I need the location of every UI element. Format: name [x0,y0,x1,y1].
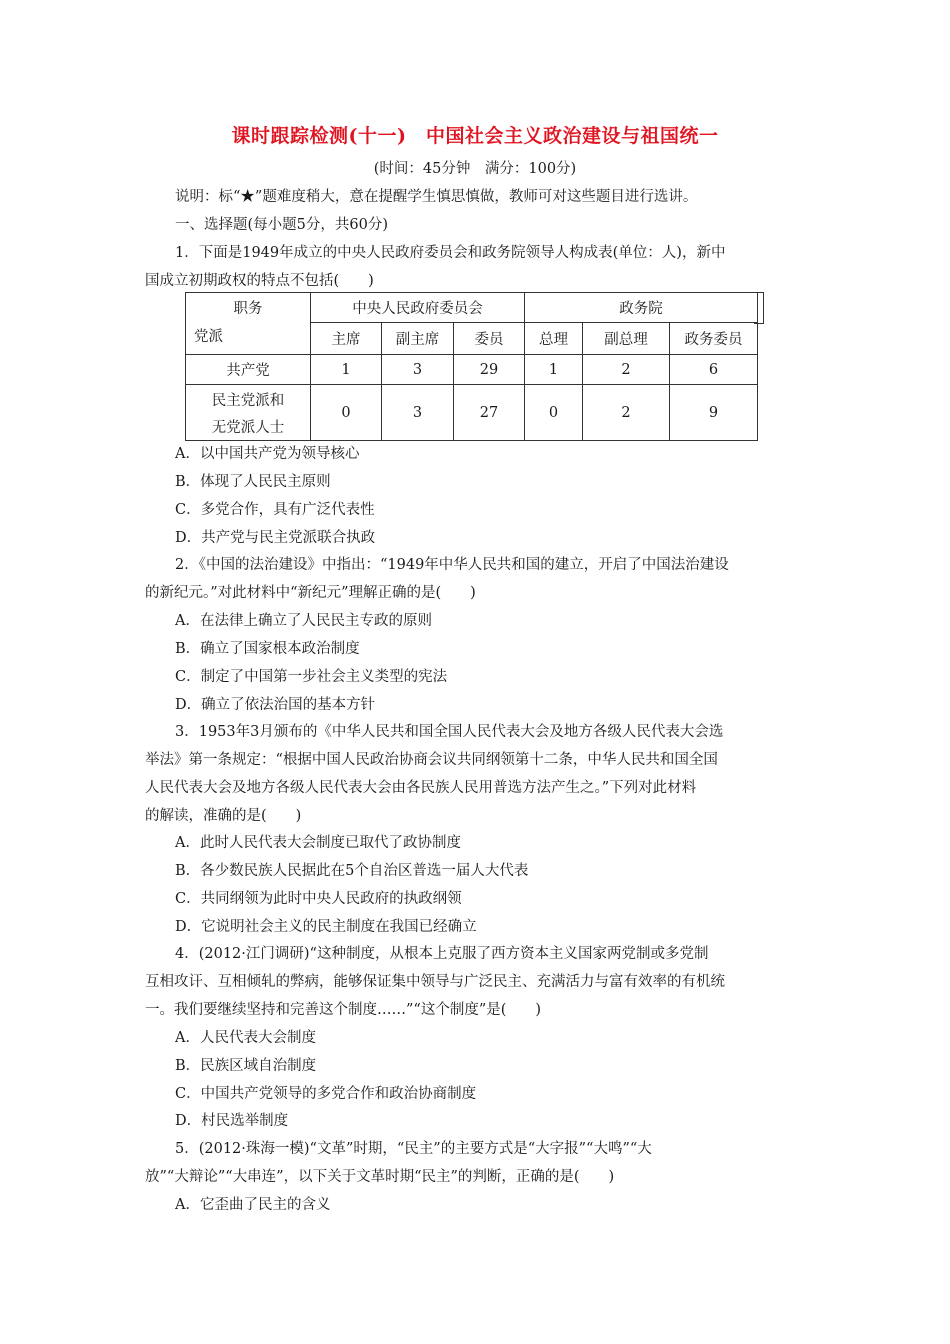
question-1-stem-cont: 国成立初期政权的特点不包括( ) [145,273,374,289]
question-1-option-b: B．体现了人民民主原则 [175,474,331,490]
question-1-option-d: D．共产党与民主党派联合执政 [175,530,376,546]
question-4-stem-cont: 互相攻讦、互相倾轧的弊病，能够保证集中领导与广泛民主、充满活力与富有效率的有机统 [145,974,725,990]
question-4-option-b: B．民族区域自治制度 [175,1058,317,1074]
table-cell: 1 [311,355,382,385]
table-cell: 6 [670,355,758,385]
col-header: 总理 [525,323,583,355]
question-1-stem: 1．下面是1949年成立的中央人民政府委员会和政务院领导人构成表(单位：人)，新中 [175,245,726,261]
corner-header-duty: 职务 [233,301,263,317]
table-cell: 9 [670,385,758,441]
question-2-stem: 2．《中国的法治建设》中指出：“1949年中华人民共和国的建立，开启了中国法治建设 [175,557,729,573]
question-4-option-d: D．村民选举制度 [175,1113,289,1129]
col-header: 主席 [311,323,382,355]
question-3-option-c: C．共同纲领为此时中央人民政府的执政纲领 [175,891,462,907]
exam-info: (时间：45分钟 满分：100分) [373,161,577,177]
question-2-option-a: A．在法律上确立了人民民主专政的原则 [175,613,432,629]
question-1-option-a: A．以中国共产党为领导核心 [175,446,360,462]
question-4-stem-cont: 一。我们要继续坚持和完善这个制度……”“这个制度”是( ) [145,1002,542,1018]
table-cell: 2 [583,385,670,441]
table-cell: 3 [382,385,454,441]
question-5-stem-cont: 放”“大辩论”“大串连”，以下关于文革时期“民主”的判断，正确的是( ) [145,1169,615,1185]
col-header: 委员 [454,323,525,355]
question-5-option-a: A．它歪曲了民主的含义 [175,1197,331,1213]
question-2-stem-cont: 的新纪元。”对此材料中“新纪元”理解正确的是( ) [145,585,476,601]
question-4-stem: 4．(2012·江门调研)“这种制度，从根本上克服了西方资本主义国家两党制或多党制 [175,946,709,962]
page-title: 课时跟踪检测(十一) 中国社会主义政治建设与祖国统一 [231,125,719,147]
question-3-stem-cont: 人民代表大会及地方各级人民代表大会由各民族人民用普选方法产生之。”下列对此材料 [145,780,697,796]
question-5-stem: 5．(2012·珠海一模)“文革”时期，“民主”的主要方式是“大字报”“大鸣”“大 [175,1141,652,1157]
col-header: 副总理 [583,323,670,355]
col-header: 副主席 [382,323,454,355]
group-header-central-committee: 中央人民政府委员会 [311,293,525,323]
question-2-option-b: B．确立了国家根本政治制度 [175,641,360,657]
question-3-stem: 3．1953年3月颁布的《中华人民共和国全国人民代表大会及地方各级人民代表大会选 [175,724,724,740]
table-cell: 2 [583,355,670,385]
table-corner-header [186,293,311,355]
table-cell: 1 [525,355,583,385]
question-4-option-c: C．中国共产党领导的多党合作和政治协商制度 [175,1086,477,1102]
table-cell: 27 [454,385,525,441]
question-3-option-d: D．它说明社会主义的民主制度在我国已经确立 [175,919,477,935]
leadership-table [185,292,758,441]
question-3-stem-cont: 举法》第一条规定：“根据中国人民政治协商会议共同纲领第十二条，中华人民共和国全国 [145,752,718,768]
question-2-option-c: C．制定了中国第一步社会主义类型的宪法 [175,669,448,685]
question-3-stem-cont: 的解读，准确的是( ) [145,808,302,824]
table-cell: 0 [311,385,382,441]
question-2-option-d: D．确立了依法治国的基本方针 [175,697,376,713]
instruction-note: 说明：标“★”题难度稍大，意在提醒学生慎思慎做，教师可对这些题目进行选讲。 [175,189,698,205]
row-label-democratic-parties [186,385,311,441]
question-3-option-b: B．各少数民族人民据此在5个自治区普选一届人大代表 [175,863,529,879]
table-cell: 0 [525,385,583,441]
table-cell: 29 [454,355,525,385]
corner-header-party: 党派 [194,329,223,345]
table-cell: 3 [382,355,454,385]
group-header-state-council: 政务院 [525,293,758,323]
section-heading: 一、选择题(每小题5分，共60分) [175,217,388,233]
question-3-option-a: A．此时人民代表大会制度已取代了政协制度 [175,835,461,851]
col-header: 政务委员 [670,323,758,355]
question-1-option-c: C．多党合作，具有广泛代表性 [175,502,375,518]
row-label-line-2: 无党派人士 [211,419,285,436]
question-4-option-a: A．人民代表大会制度 [175,1030,316,1046]
row-label-line-1: 民主党派和 [211,392,285,409]
row-label-cpc: 共产党 [186,355,311,385]
